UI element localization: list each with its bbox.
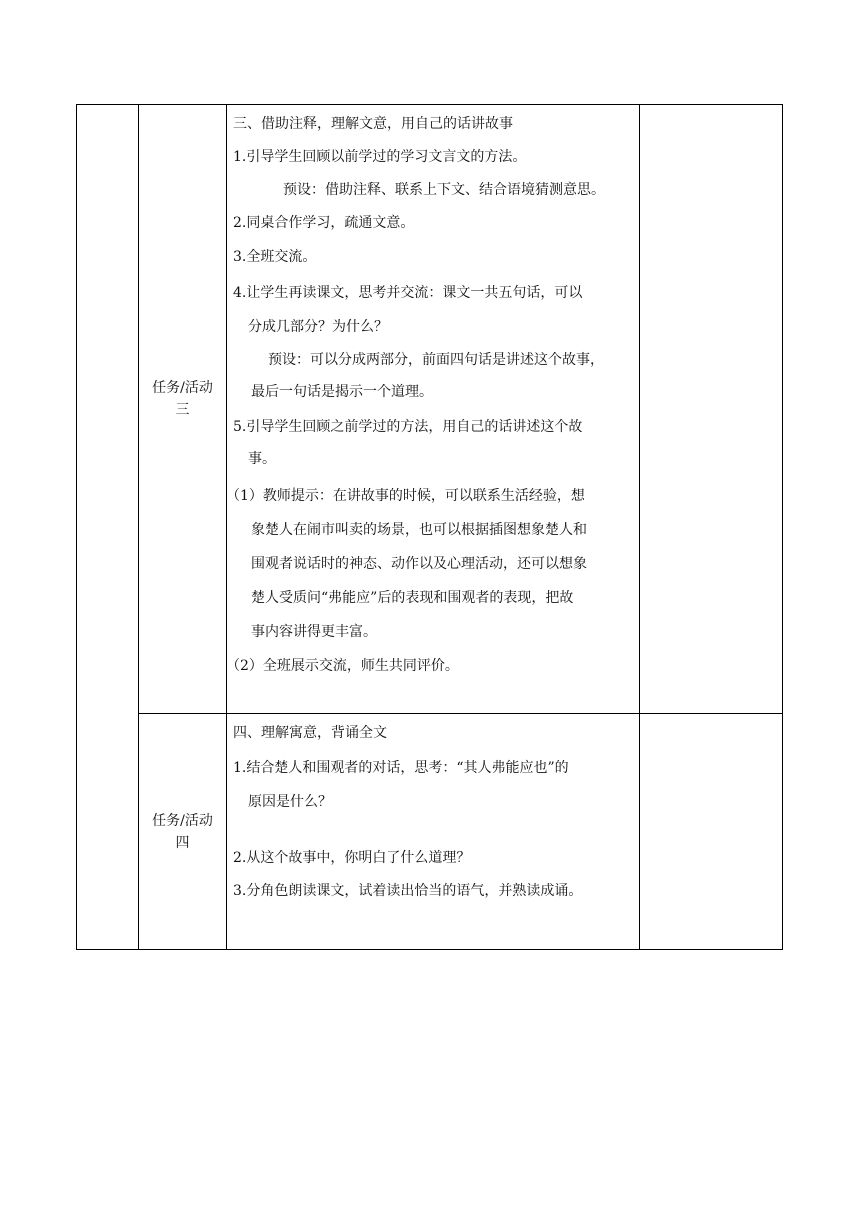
step-4-3: 3.分角色朗读课文，试着读出恰当的语气，并熟读成诵。 [233,883,583,899]
step-1: 1.引导学生回顾以前学过的学习文言文的方法。 [233,149,527,165]
row-divider [138,713,782,714]
preset-4-line1: 预设：可以分成两部分，前面四句话是讲述这个故事， [268,352,604,368]
column-divider-2 [226,105,227,949]
section-heading-4: 四、理解寓意，背诵全文 [233,725,387,741]
step-3: 3.全班交流。 [233,249,317,265]
step-2: 2.同桌合作学习，疏通文意。 [233,215,415,231]
step-4-1-line2: 原因是什么？ [248,794,332,810]
task-label-3-line2: 三 [175,402,190,418]
task-label-4 [139,810,226,854]
substep-1-line1: （1）教师提示：在讲故事的时候，可以联系生活经验，想 [226,488,585,504]
step-4-1-line1: 1.结合楚人和围观者的对话，思考：“其人弗能应也”的 [233,760,569,776]
step-5-line1: 5.引导学生回顾之前学过的方法，用自己的话讲述这个故 [233,419,583,435]
task-label-4-line2: 四 [175,835,190,851]
preset-1: 预设：借助注释、联系上下文、结合语境猜测意思。 [283,182,605,198]
task-label-3-line1: 任务/活动 [152,380,213,396]
lesson-plan-table [76,104,783,950]
step-4-line2: 分成几部分？为什么？ [248,319,388,335]
substep-1-line5: 事内容讲得更丰富。 [251,624,377,640]
task-label-3 [139,377,226,421]
task-label-4-line1: 任务/活动 [152,813,213,829]
section-heading-3: 三、借助注释，理解文意，用自己的话讲故事 [233,116,513,132]
column-divider-3 [639,105,640,949]
step-5-line2: 事。 [248,451,276,467]
step-4-line1: 4.让学生再读课文，思考并交流：课文一共五句话，可以 [233,285,583,301]
substep-1-line2: 象楚人在闹市叫卖的场景，也可以根据插图想象楚人和 [251,522,587,538]
substep-1-line3: 围观者说话时的神态、动作以及心理活动，还可以想象 [251,556,587,572]
substep-1-line4: 楚人受质问“弗能应”后的表现和围观者的表现，把故 [251,590,574,606]
preset-4-line2: 最后一句话是揭示一个道理。 [251,384,433,400]
step-4-2: 2.从这个故事中，你明白了什么道理？ [233,850,471,866]
substep-2: （2）全班展示交流，师生共同评价。 [226,658,459,674]
